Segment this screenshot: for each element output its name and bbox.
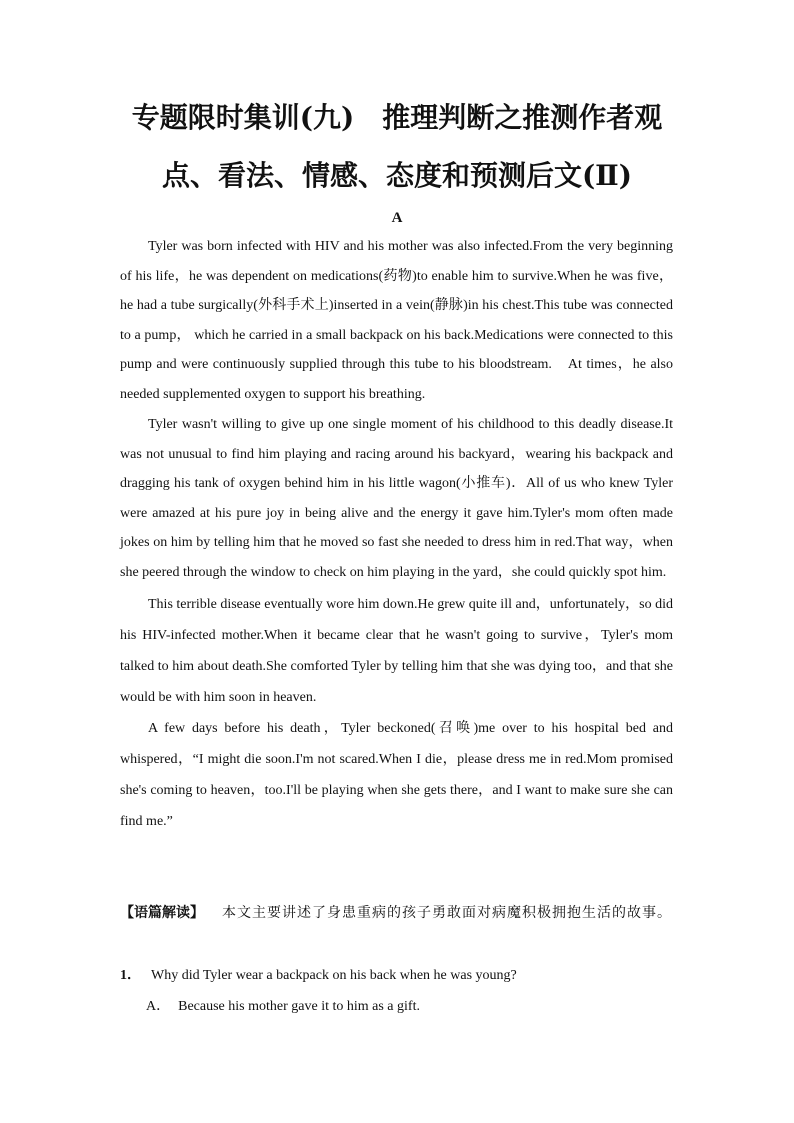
passage-paragraph-1: Tyler was born infected with HIV and his mother was also infected.From the very beginning of his life，he was dependent on medications(药物)to enable him to survive.When he was five，he had a tube surgically(外科手术上)inserted in a vein(静脉)in his chest.This tube was connected to a pump， which he carried in a small backpack on his back.Medications were connected to this pump and were continuously supplied through this tube to his bloodstream. At times，he also needed supplemented oxygen to support his breathing. (120, 239, 673, 402)
page-title-line-2: 点、看法、情感、态度和预测后文(Ⅱ) (161, 159, 633, 192)
option-text: Because his mother gave it to him as a gift. (178, 999, 420, 1014)
question-1 (120, 960, 673, 991)
passage-paragraph-2: Tyler wasn't willing to give up one single moment of his childhood to this deadly disease.It was not unusual to find him playing and racing around his backyard，wearing his backpack and dragging his tank of oxygen behind him in his little wagon(小推车)．All of us who knew Tyler were amazed at his pure joy in being alive and the energy it gave him.Tyler's mom often made jokes on him by telling him that he moved so fast she needed to dress him in red.That way，when she peered through the window to check on him playing in the yard，she could quickly spot him. (120, 417, 673, 580)
passage (120, 232, 673, 837)
passage-paragraph-3: This terrible disease eventually wore him down.He grew quite ill and，unfortunately，so did his HIV-infected mother.When it became clear that he wasn't going to survive，Tyler's mom talked to him about death.She comforted Tyler by telling him that she was dying too，and that she would be with him soon in heaven. (120, 597, 673, 705)
question-number: 1． (120, 968, 141, 983)
commentary-heading: 【语篇解读】 (120, 905, 204, 921)
section-label: A (391, 210, 403, 226)
passage-commentary (120, 898, 673, 929)
option-label: A． (146, 999, 171, 1014)
question-1-option-a (146, 991, 686, 1022)
question-text: Why did Tyler wear a backpack on his back when he was young? (151, 968, 517, 983)
page-title-line-1: 专题限时集训(九) 推理判断之推测作者观 (131, 101, 663, 134)
commentary-body: 本文主要讲述了身患重病的孩子勇敢面对病魔积极拥抱生活的故事。 (222, 905, 672, 921)
passage-paragraph-4: A few days before his death，Tyler beckoned(召唤)me over to his hospital bed and whispered，“I might die soon.I'm not scared.When I die，please dress me in red.Mom promised she's coming to heaven，too.I'll be playing when she gets there，and I want to make sure she can find me.” (120, 721, 673, 829)
